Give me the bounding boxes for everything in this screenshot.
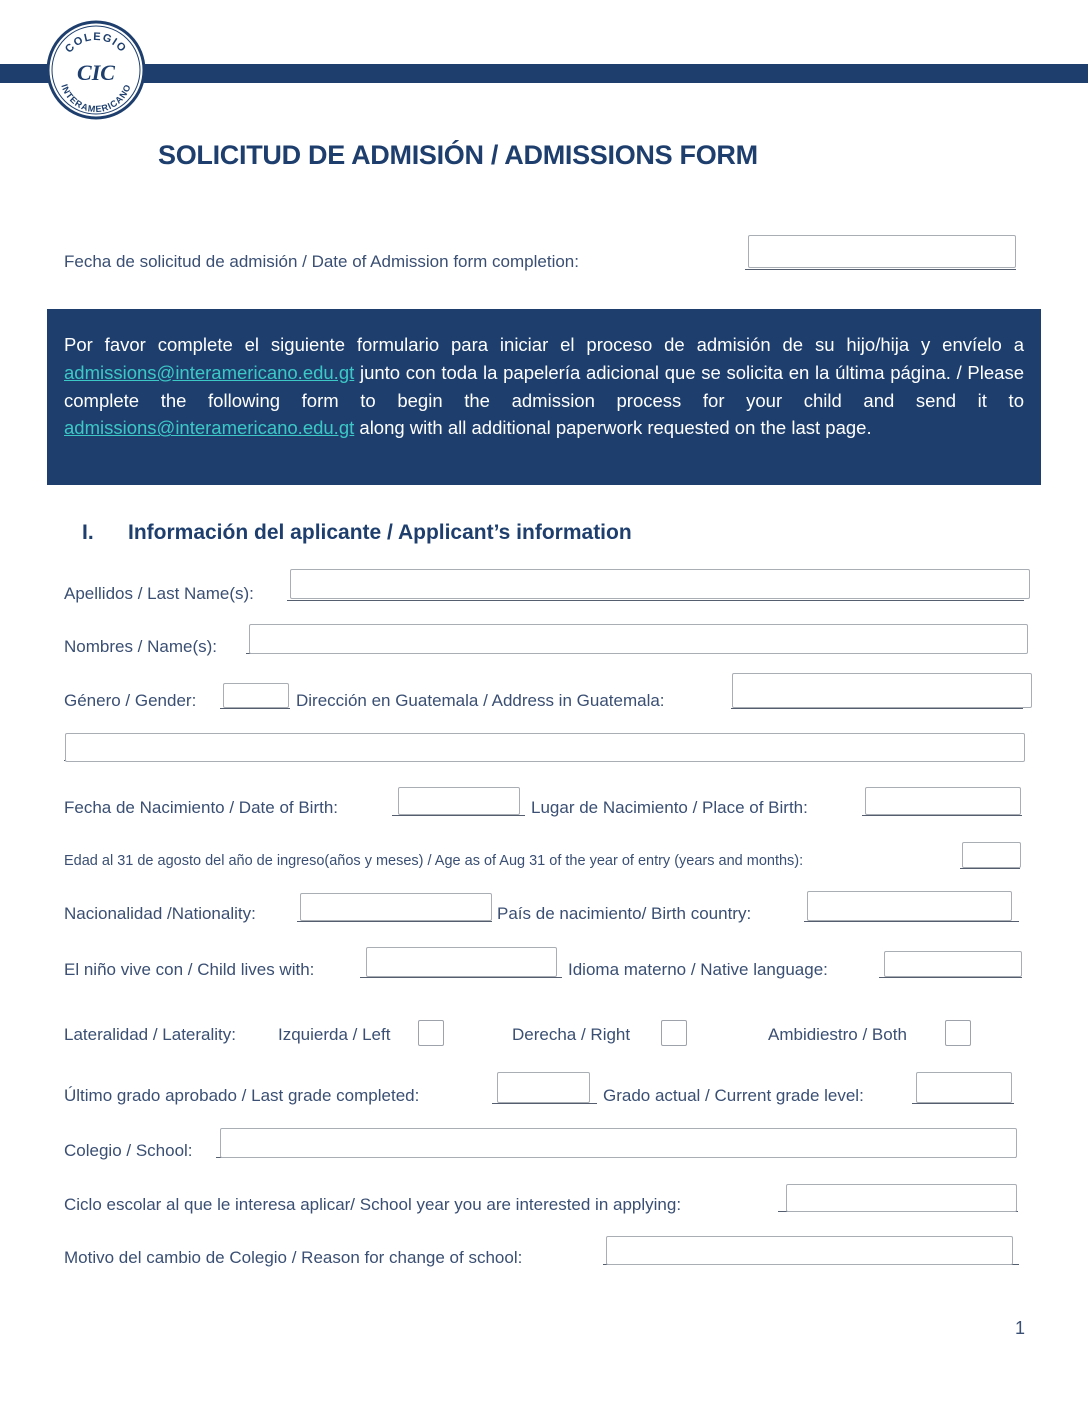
- svg-text:COLEGIO: COLEGIO: [63, 30, 129, 56]
- date-completion-label: Fecha de solicitud de admisión / Date of Admission form completion:: [64, 252, 579, 271]
- last-grade-label: Último grado aprobado / Last grade completed:: [64, 1086, 420, 1105]
- dob-field[interactable]: [398, 787, 520, 815]
- age-underline: [960, 868, 1020, 869]
- page-title: SOLICITUD DE ADMISIÓN / ADMISSIONS FORM: [158, 140, 758, 170]
- address-line2-field[interactable]: [65, 733, 1025, 762]
- school-logo: [46, 20, 146, 120]
- header-bar: [0, 64, 1088, 83]
- place-of-birth-field[interactable]: [865, 787, 1021, 815]
- last-grade-field[interactable]: [497, 1072, 590, 1103]
- place-of-birth-underline: [862, 815, 1022, 816]
- date-completion-underline: [745, 269, 1016, 270]
- right-option-label: Derecha / Right: [512, 1025, 631, 1044]
- school-label: Colegio / School:: [64, 1141, 193, 1160]
- nationality-label: Nacionalidad /Nationality:: [64, 904, 256, 923]
- admissions-email-link[interactable]: admissions@interamericano.edu.gt: [64, 417, 355, 439]
- school-field[interactable]: [220, 1128, 1017, 1158]
- age-field[interactable]: [962, 842, 1021, 868]
- logo-monogram: CIC: [77, 60, 115, 85]
- names-field[interactable]: [249, 624, 1028, 654]
- lives-with-label: El niño vive con / Child lives with:: [64, 960, 315, 979]
- gender-label: Género / Gender:: [64, 691, 197, 710]
- current-grade-label: Grado actual / Current grade level:: [603, 1086, 864, 1105]
- laterality-label: Lateralidad / Laterality:: [64, 1025, 236, 1044]
- dob-underline: [392, 815, 525, 816]
- dob-label: Fecha de Nacimiento / Date of Birth:: [64, 798, 339, 817]
- right-checkbox[interactable]: [661, 1020, 687, 1046]
- admissions-email-link[interactable]: admissions@interamericano.edu.gt: [64, 361, 355, 383]
- section-heading: I. Información del aplicante / Applicant’s information: [82, 521, 632, 544]
- names-label: Nombres / Name(s):: [64, 637, 218, 656]
- gender-field[interactable]: [223, 683, 289, 708]
- last-name-label: Apellidos / Last Name(s):: [64, 584, 254, 603]
- address-field[interactable]: [732, 673, 1032, 708]
- native-language-underline: [879, 977, 1022, 978]
- left-checkbox[interactable]: [418, 1020, 444, 1046]
- left-option-label: Izquierda / Left: [278, 1025, 391, 1044]
- current-grade-field[interactable]: [916, 1072, 1012, 1103]
- both-option-label: Ambidiestro / Both: [768, 1025, 907, 1044]
- native-language-label: Idioma materno / Native language:: [568, 960, 828, 979]
- reason-field[interactable]: [606, 1236, 1013, 1265]
- gender-underline: [220, 708, 290, 709]
- birth-country-underline: [804, 921, 1019, 922]
- birth-country-label: País de nacimiento/ Birth country:: [497, 904, 752, 923]
- both-checkbox[interactable]: [945, 1020, 971, 1046]
- address-label: Dirección en Guatemala / Address in Guatemala:: [296, 691, 665, 710]
- reason-label: Motivo del cambio de Colegio / Reason for change of school:: [64, 1248, 523, 1267]
- birth-country-field[interactable]: [807, 891, 1012, 921]
- school-year-label: Ciclo escolar al que le interesa aplicar/ School year you are interested in applying:: [64, 1195, 682, 1214]
- last-name-field[interactable]: [290, 569, 1030, 599]
- place-of-birth-label: Lugar de Nacimiento / Place of Birth:: [531, 798, 808, 817]
- last-grade-underline: [492, 1103, 597, 1104]
- native-language-field[interactable]: [884, 951, 1022, 977]
- age-label: Edad al 31 de agosto del año de ingreso(años y meses) / Age as of Aug 31 of the year of entry (years and months):: [64, 853, 804, 869]
- current-grade-underline: [912, 1103, 1014, 1104]
- page-number: 1: [1015, 1318, 1026, 1338]
- school-year-field[interactable]: [786, 1184, 1017, 1212]
- last-name-underline: [287, 600, 1024, 601]
- lives-with-field[interactable]: [366, 947, 557, 977]
- instructions-banner: Por favor complete el siguiente formulario para iniciar el proceso de admisión de su hijo/hija y envíelo a admissions@interamericano.edu.gt junto con toda la papelería adicional que se solicita en la última página. / Please complete the following form to begin the admission process for your child and send it to admissions@interamericano.edu.gt along with all additional paperwork requested on the last page.: [47, 309, 1041, 485]
- nationality-field[interactable]: [300, 893, 492, 921]
- address-underline: [731, 708, 1023, 709]
- nationality-underline: [297, 921, 492, 922]
- date-completion-field[interactable]: [748, 235, 1016, 268]
- lives-with-underline: [360, 977, 562, 978]
- svg-text:INTERAMERICANO: INTERAMERICANO: [59, 82, 133, 115]
